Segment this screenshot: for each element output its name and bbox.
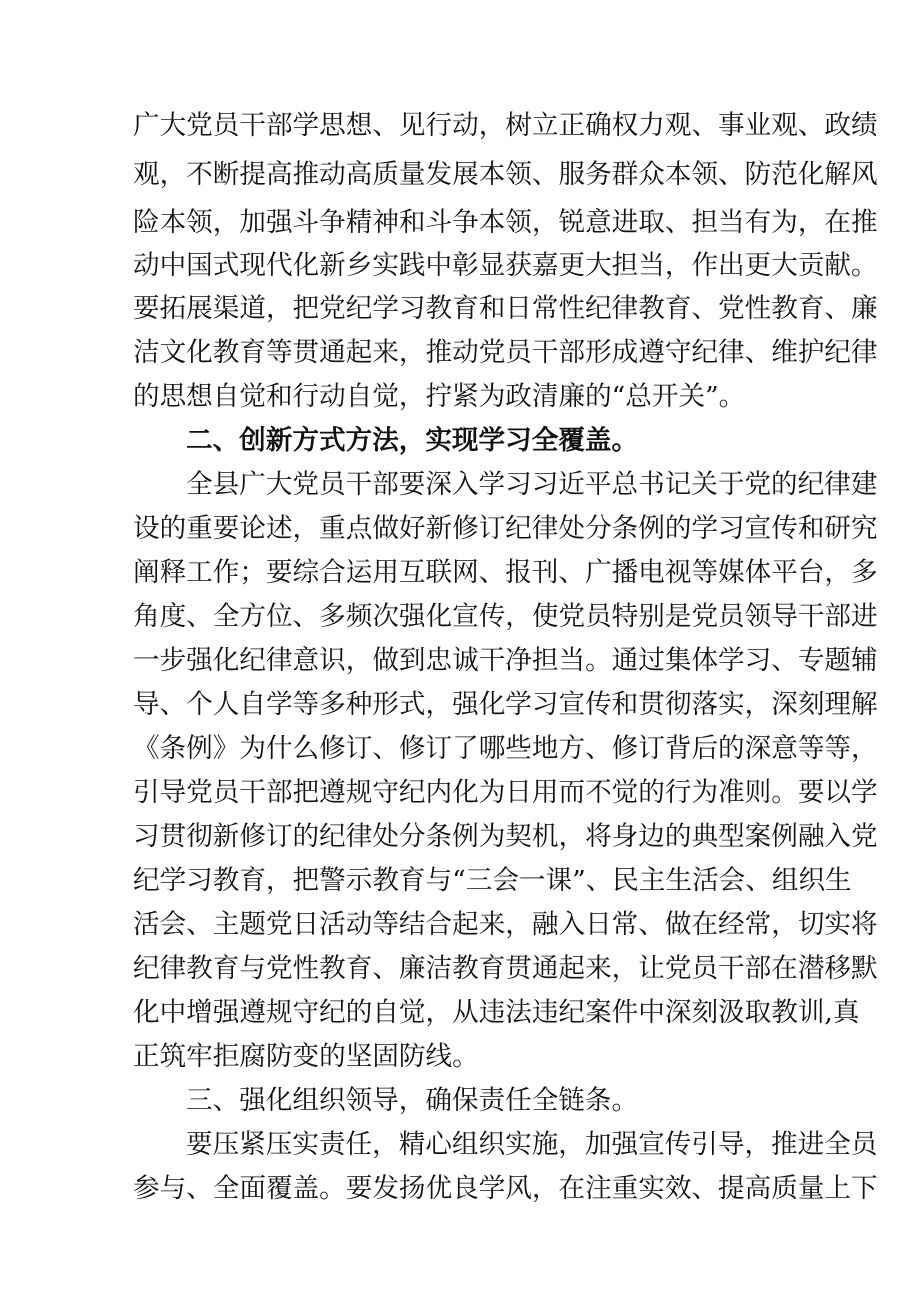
body-line: 阐释工作；要综合运用互联网、报刊、广播电视等媒体平台，多 [133, 557, 878, 588]
body-line: 的思想自觉和行动自觉，拧紧为政清廉的“总开关”。 [133, 381, 746, 412]
body-line: 设的重要论述，重点做好新修订纪律处分条例的学习宣传和研究 [133, 513, 878, 544]
body-line: 要拓展渠道，把党纪学习教育和日常性纪律教育、党性教育、廉 [133, 293, 878, 324]
body-line: 正筑牢拒腐防变的坚固防线。 [133, 1041, 479, 1072]
body-line: 一步强化纪律意识，做到忠诚干净担当。通过集体学习、专题辅 [133, 645, 878, 676]
body-line: 广大党员干部学思想、见行动，树立正确权力观、事业观、政绩 [133, 110, 878, 141]
body-line: 习贯彻新修订的纪律处分条例为契机，将身边的典型案例融入党 [133, 821, 878, 852]
body-line: 化中增强遵规守纪的自觉，从违法违纪案件中深刻汲取教训,真 [133, 997, 860, 1028]
body-line: 角度、全方位、多频次强化宣传，使党员特别是党员领导干部进 [133, 601, 878, 632]
body-line: 导、个人自学等多种形式，强化学习宣传和贯彻落实，深刻理解 [133, 689, 878, 720]
body-line: 险本领，加强斗争精神和斗争本领，锐意进取、担当有为，在推 [133, 207, 878, 238]
body-line: 纪律教育与党性教育、廉洁教育贯通起来，让党员干部在潜移默 [133, 953, 878, 984]
body-line: 活会、主题党日活动等结合起来，融入日常、做在经常，切实将 [133, 909, 878, 940]
section-heading-3: 三、强化组织领导，确保责任全链条。 [186, 1085, 639, 1116]
paragraph-first-line: 全县广大党员干部要深入学习习近平总书记关于党的纪律建 [186, 469, 878, 500]
section-heading-2: 二、创新方式方法，实现学习全覆盖。 [186, 425, 639, 456]
body-line: 《条例》为什么修订、修订了哪些地方、修订背后的深意等等， [133, 733, 878, 764]
body-line: 引导党员干部把遵规守纪内化为日用而不觉的行为准则。要以学 [133, 777, 878, 808]
body-line: 观，不断提高推动高质量发展本领、服务群众本领、防范化解风 [133, 159, 878, 190]
body-line: 洁文化教育等贯通起来，推动党员干部形成遵守纪律、维护纪律 [133, 337, 878, 368]
paragraph-first-line: 要压紧压实责任，精心组织实施，加强宣传引导，推进全员 [186, 1129, 878, 1160]
body-line: 参与、全面覆盖。要发扬优良学风，在注重实效、提高质量上下 [133, 1173, 878, 1204]
body-line: 动中国式现代化新乡实践中彰显获嘉更大担当，作出更大贡献。 [133, 250, 878, 281]
body-line: 纪学习教育，把警示教育与“三会一课”、民主生活会、组织生 [133, 865, 852, 896]
